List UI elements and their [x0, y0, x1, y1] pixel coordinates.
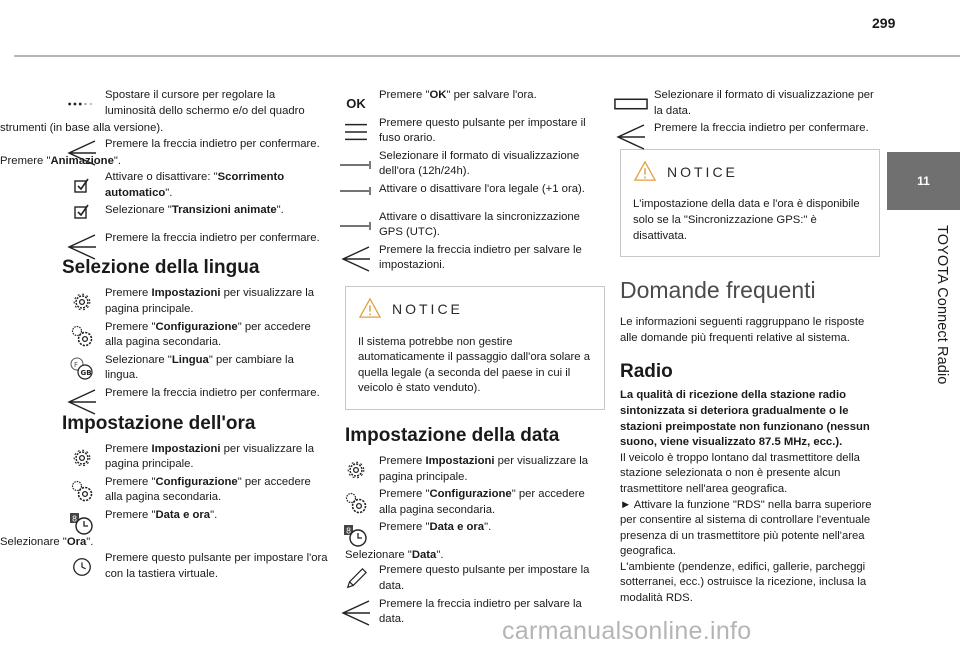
chapter-title: TOYOTA Connect Radio [934, 225, 950, 385]
checkbox-icon [65, 170, 99, 202]
faq-question: La qualità di ricezione della stazione radio sintonizzata si deteriora gradualmente o le stazioni preimpostate non funzionano (nessun suono, viene visualizzato 87.5 MHz, ecc.). [620, 389, 870, 449]
step-lang-select: Selezionare "Lingua" per cambiare la lingua. [71, 353, 329, 384]
step-lang-back [71, 386, 329, 402]
line-icon [339, 149, 373, 181]
faq-intro: Le informazioni seguenti raggruppano le risposte alle domande più frequenti relative al sistema. [620, 316, 865, 344]
chapter-tab[interactable]: 11 [887, 152, 960, 210]
warning-icon [633, 160, 657, 186]
step-hour-format [345, 149, 605, 180]
back-arrow-icon [614, 121, 648, 153]
language-icon [65, 353, 99, 385]
gear-icon [65, 442, 99, 474]
clock-icon [65, 551, 99, 583]
gear-icon [339, 454, 373, 486]
page-number: 299 [872, 15, 896, 31]
warning-icon [358, 297, 382, 323]
notice-box-time [345, 286, 605, 410]
step-text: Spostare il cursore per regolare la luminosità dello schermo e/o del quadro [105, 89, 305, 117]
notice-title: NOTICE [667, 163, 738, 180]
slider-dots-icon [65, 88, 99, 120]
column-3 [620, 88, 880, 607]
step-animation: Premere "Animazione". [0, 155, 122, 168]
back-arrow-icon [65, 231, 99, 263]
notice-title: NOTICE [392, 300, 463, 317]
step-lang-config: Premere "Configurazione" per accedere alla pagina secondaria. [71, 320, 329, 351]
step-text: Premere la freccia indietro per confermare. [105, 137, 320, 150]
ok-button-icon: OK [346, 96, 366, 112]
step-set-date [345, 563, 605, 594]
line-icon [339, 182, 373, 200]
step-lang-settings: Premere Impostazioni per visualizzare la pagina principale. [71, 286, 329, 317]
notice-text: L'impostazione della data e l'ora è disponibile solo se la "Sincronizzazione GPS:" è disattivata. [633, 198, 860, 242]
gear-double-icon [339, 487, 373, 519]
back-arrow-icon [65, 137, 99, 169]
gear-double-icon [65, 475, 99, 507]
step-time-settings: Premere Impostazioni per visualizzare la pagina principale. [71, 442, 329, 473]
step-text: Selezionare il formato di visualizzazione dell'ora (12h/24h). [379, 149, 580, 178]
checkbox-icon [65, 203, 99, 221]
step-text: Premere questo pulsante per impostare il fuso orario. [379, 116, 586, 145]
faq-answer-1: Il veicolo è troppo lontano dal trasmettitore della stazione selezionata o non è presente alcun trasmettitore nell'area geografica. [620, 451, 860, 495]
step-back-confirm [71, 137, 329, 153]
heading-language: Selezione della lingua [62, 257, 260, 279]
step-text: Premere la freccia indietro per salvare le impostazioni. [379, 243, 582, 272]
calendar-clock-icon [65, 508, 99, 540]
step-text: Premere la freccia indietro per confermare. [105, 386, 320, 399]
rectangle-icon [614, 88, 648, 120]
step-text-continued: strumenti (in base alla versione). [0, 122, 164, 135]
step-text: Attivare o disattivare l'ora legale (+1 ora). [379, 182, 585, 195]
heading-time: Impostazione dell'ora [62, 412, 256, 434]
back-arrow-icon [65, 386, 99, 418]
watermark: carmanualsonline.info [502, 617, 752, 645]
step-select-data: Selezionare "Data". [345, 548, 444, 561]
column-1 [0, 88, 329, 584]
step-daylight [345, 182, 605, 198]
faq-answer-2: ► Attivare la funzione "RDS" nella barra superiore per consentire al sistema di controllare l'eventuale presenza di un trasmettitore più potente nell'area geografica. [620, 498, 872, 558]
list-icon [339, 116, 373, 148]
heading-radio: Radio [620, 361, 673, 383]
header-rule [14, 55, 960, 57]
step-gps-sync [345, 210, 605, 241]
step-date-settings: Premere Impostazioni per visualizzare la pagina principale. [345, 454, 605, 485]
step-text: Premere la freccia indietro per confermare. [654, 122, 869, 135]
step-date-config: Premere "Configurazione" per accedere alla pagina secondaria. [345, 487, 605, 518]
step-text: Premere questo pulsante per impostare l'ora con la tastiera virtuale. [105, 552, 328, 580]
step-back-confirm-2 [71, 231, 329, 247]
step-text: Attivare o disattivare la sincronizzazione GPS (UTC). [379, 210, 580, 239]
step-autoscroll: Attivare o disattivare: "Scorrimento automatico". [71, 170, 329, 201]
step-time-config: Premere "Configurazione" per accedere alla pagina secondaria. [71, 475, 329, 506]
pencil-icon [339, 563, 373, 595]
notice-text: Il sistema potrebbe non gestire automaticamente il passaggio dall'ora solare a quella legale (a seconda del paese in cui il veicolo è stato venduto). [358, 335, 590, 395]
step-ok: OK Premere "OK" per salvare l'ora. [345, 88, 605, 104]
heading-date: Impostazione della data [345, 424, 560, 446]
step-text: Premere la freccia indietro per salvare la data. [379, 597, 582, 626]
calendar-clock-icon [339, 520, 373, 552]
step-brightness [71, 88, 329, 119]
step-time-datetime: Premere "Data e ora". [71, 508, 329, 524]
step-time-keyboard [71, 551, 329, 582]
step-timezone [345, 116, 605, 147]
step-save-settings [345, 243, 605, 274]
step-select-ora: Selezionare "Ora". [0, 536, 94, 549]
step-transitions: Selezionare "Transizioni animate". [71, 203, 329, 219]
back-arrow-icon [339, 597, 373, 629]
gear-double-icon [65, 320, 99, 352]
step-text: Selezionare il formato di visualizzazione per la data. [654, 89, 874, 117]
step-text: Premere la freccia indietro per confermare. [105, 231, 320, 244]
back-arrow-icon [339, 243, 373, 275]
step-date-format [620, 88, 880, 119]
step-date-datetime: Premere "Data e ora". [345, 520, 605, 536]
step-text: Premere questo pulsante per impostare la data. [379, 564, 590, 593]
heading-faq: Domande frequenti [620, 277, 816, 304]
faq-answer-3: L'ambiente (pendenze, edifici, gallerie, parcheggi sotterranei, ecc.) ostruisce la ricezione, inclusa la modalità RDS. [620, 560, 867, 605]
step-date-back [620, 121, 880, 137]
gear-icon [65, 286, 99, 318]
notice-box-date [620, 149, 880, 257]
column-2 [345, 88, 605, 630]
line-icon [339, 210, 373, 242]
